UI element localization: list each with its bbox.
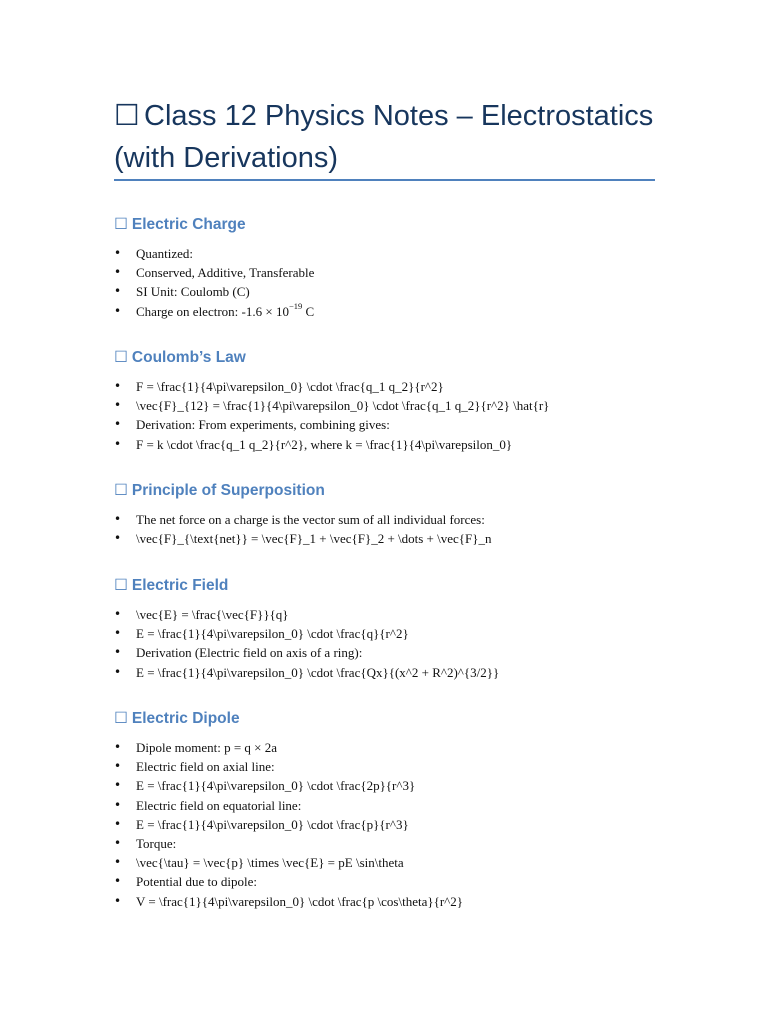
bullet-icon: •: [114, 379, 122, 393]
list-item-text: SI Unit: Coulomb (C): [136, 284, 250, 300]
bullet-icon: •: [114, 265, 122, 280]
list-item: [114, 529, 674, 548]
bullet-icon: •: [114, 893, 122, 908]
bullet-icon: •: [114, 626, 122, 641]
section-electric-field: [114, 573, 674, 682]
list-item-text: The net force on a charge is the vector sum of all individual forces:: [136, 512, 485, 527]
bullet-icon: •: [114, 664, 122, 679]
bullet-list: [114, 510, 674, 548]
bullet-icon: •: [114, 816, 122, 831]
section-heading-text: Electric Charge: [131, 216, 246, 233]
list-item: [114, 663, 674, 682]
list-item: [114, 263, 674, 282]
list-item-text: F = \frac{1}{4\pi\varepsilon_0} \cdot \frac{q_1 q_2}{r^2}: [136, 379, 444, 394]
bullet-icon: •: [114, 607, 122, 621]
list-item-text: Electric field on axial line:: [136, 759, 275, 775]
list-item: [114, 892, 674, 911]
list-item-text: Torque:: [136, 835, 177, 851]
section-heading-text: Coulomb’s Law: [131, 349, 246, 366]
bullet-icon: •: [114, 531, 122, 546]
bullet-icon: •: [114, 512, 122, 526]
list-item-text: V = \frac{1}{4\pi\varepsilon_0} \cdot \frac{p \cos\theta}{r^2}: [136, 893, 463, 909]
list-item-text: \vec{E} = \frac{\vec{F}}{q}: [136, 607, 289, 622]
list-item: [114, 302, 674, 321]
bullet-icon: •: [114, 874, 122, 889]
list-item-text: E = \frac{1}{4\pi\varepsilon_0} \cdot \frac{p}{r^3}: [136, 816, 409, 832]
heading-glyph-icon: ☐: [114, 709, 128, 727]
list-item: [114, 834, 674, 853]
list-item: [114, 244, 674, 263]
title-underline: [114, 179, 655, 181]
section-heading-text: Electric Dipole: [131, 710, 240, 727]
list-item: [114, 377, 674, 396]
bullet-icon: •: [114, 436, 122, 451]
exponent: −19: [288, 301, 303, 312]
section-heading: [114, 478, 674, 502]
list-item: [114, 510, 674, 529]
heading-glyph-icon: ☐: [114, 215, 128, 233]
bullet-icon: •: [114, 303, 122, 318]
title-glyph-icon: ☐: [114, 98, 140, 132]
section-electric-charge: [114, 212, 674, 321]
list-item-text: \vec{F}_{12} = \frac{1}{4\pi\varepsilon_0} \cdot \frac{q_1 q_2}{r^2} \hat{r}: [136, 398, 550, 414]
list-item: [114, 757, 674, 776]
page-title-text: Class 12 Physics Notes – Electrostatics (with Derivations): [114, 100, 654, 174]
section-heading: [114, 573, 674, 597]
list-item: [114, 415, 674, 434]
bullet-icon: •: [114, 759, 122, 774]
list-item: [114, 435, 674, 454]
list-item-text: E = \frac{1}{4\pi\varepsilon_0} \cdot \frac{2p}{r^3}: [136, 778, 416, 794]
list-item-text: E = \frac{1}{4\pi\varepsilon_0} \cdot \frac{Qx}{(x^2 + R^2)^{3/2}}: [136, 664, 500, 680]
list-item: [114, 282, 674, 301]
bullet-icon: •: [114, 855, 122, 870]
list-item-text: Quantized:: [136, 246, 194, 261]
list-item-text: F = k \cdot \frac{q_1 q_2}{r^2}, where k = \frac{1}{4\pi\varepsilon_0}: [136, 436, 513, 452]
list-item: [114, 776, 674, 795]
bullet-icon: •: [114, 645, 122, 660]
bullet-icon: •: [114, 284, 122, 299]
list-item: [114, 815, 674, 834]
list-item-text: \vec{\tau} = \vec{p} \times \vec{E} = pE \sin\theta: [136, 855, 404, 871]
list-item-text: Derivation (Electric field on axis of a ring):: [136, 645, 363, 661]
list-item: [114, 796, 674, 815]
list-item: [114, 605, 674, 624]
section-superposition: [114, 478, 674, 548]
list-item-text: \vec{F}_{\text{net}} = \vec{F}_1 + \vec{F}_2 + \dots + \vec{F}_n: [136, 531, 492, 547]
list-item-text: Potential due to dipole:: [136, 874, 257, 890]
list-item: [114, 643, 674, 662]
list-item-text: Derivation: From experiments, combining gives:: [136, 417, 390, 433]
bullet-list: [114, 605, 674, 682]
page-title: [114, 94, 674, 179]
list-item: [114, 738, 674, 757]
section-heading: [114, 345, 674, 369]
bullet-list: [114, 244, 674, 321]
bullet-list: [114, 738, 674, 911]
section-heading: [114, 706, 674, 730]
list-item: [114, 872, 674, 891]
section-coulombs-law: [114, 345, 674, 454]
section-heading-text: Principle of Superposition: [131, 482, 325, 499]
section-heading-text: Electric Field: [131, 577, 229, 594]
bullet-icon: •: [114, 797, 122, 812]
list-item: [114, 624, 674, 643]
bullet-icon: •: [114, 246, 122, 260]
bullet-list: [114, 377, 674, 454]
bullet-icon: •: [114, 398, 122, 413]
heading-glyph-icon: ☐: [114, 576, 128, 594]
list-item: [114, 396, 674, 415]
heading-glyph-icon: ☐: [114, 348, 128, 366]
bullet-icon: •: [114, 417, 122, 432]
section-electric-dipole: [114, 706, 674, 911]
bullet-icon: •: [114, 835, 122, 850]
list-item-text: Conserved, Additive, Transferable: [136, 265, 315, 281]
bullet-icon: •: [114, 778, 122, 793]
section-heading: [114, 212, 674, 236]
list-item-text: Charge on electron: -1.6 × 10: [136, 303, 289, 319]
list-item-text: Electric field on equatorial line:: [136, 797, 302, 813]
list-item-text: Dipole moment: p = q × 2a: [136, 740, 278, 755]
list-item-text: E = \frac{1}{4\pi\varepsilon_0} \cdot \frac{q}{r^2}: [136, 626, 409, 642]
list-item-text-suffix: C: [302, 303, 315, 319]
list-item: [114, 853, 674, 872]
bullet-icon: •: [114, 740, 122, 754]
heading-glyph-icon: ☐: [114, 481, 128, 499]
